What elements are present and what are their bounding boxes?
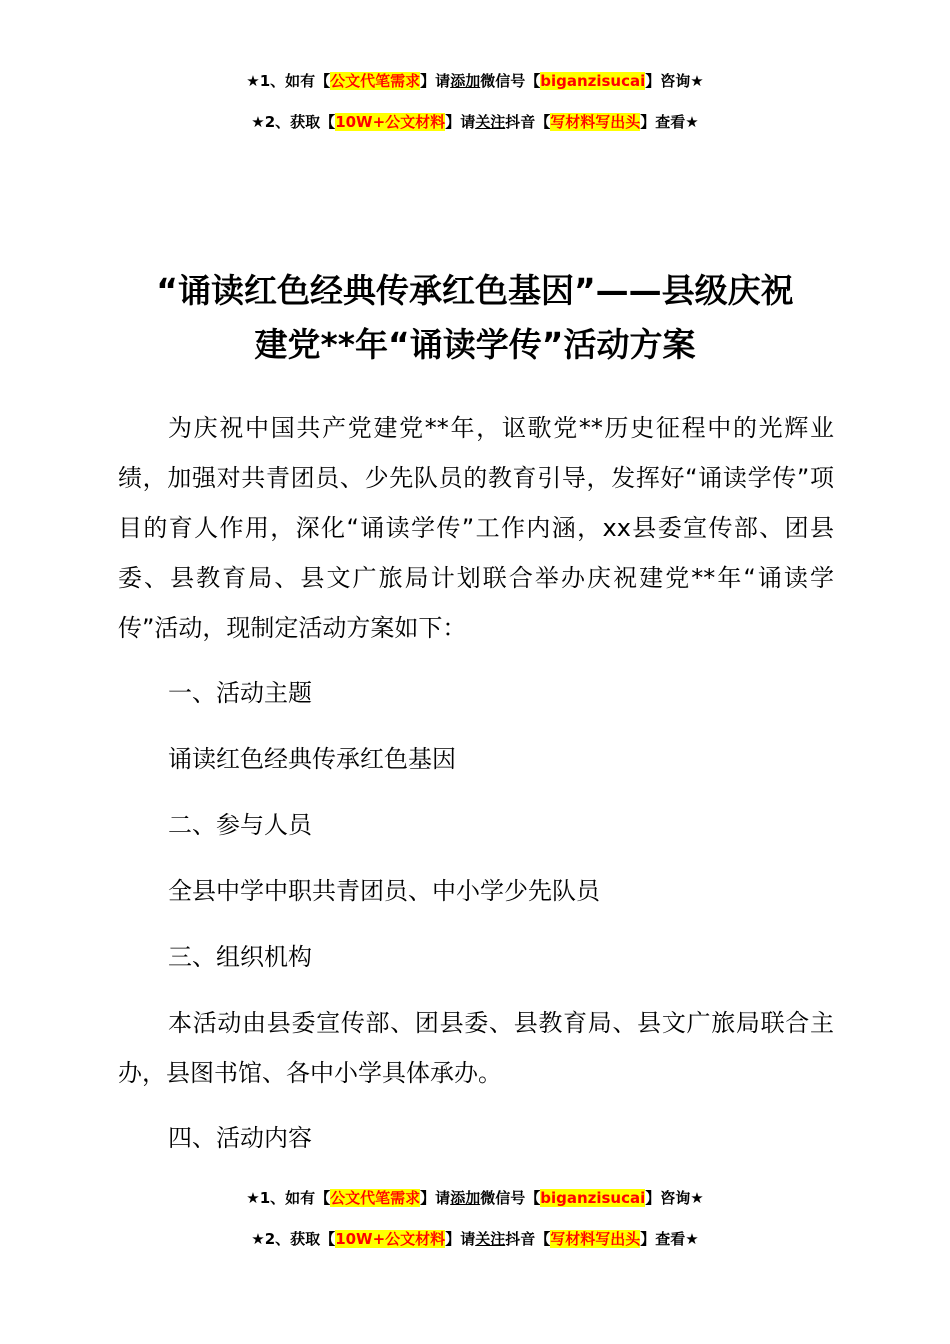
highlight-wechat-id: biganzisucai: [540, 72, 646, 90]
bottom-banner-line-2: [0, 1228, 950, 1250]
highlight-materials: 10W+公文材料: [335, 1230, 446, 1248]
top-banner-line-1: [0, 70, 950, 92]
section-4-heading: 四、活动内容: [168, 1124, 312, 1152]
title-line-2: 建党**年“诵读学传”活动方案: [254, 325, 696, 364]
title-line-1: “诵读红色经典传承红色基因”——县级庆祝: [156, 271, 794, 310]
section-2-body: 全县中学中职共青团员、中小学少先队员: [168, 877, 600, 905]
banner-text: 】查看★: [640, 113, 699, 131]
banner-text: ★1、如有【: [246, 1189, 331, 1207]
banner-text: 抖音【: [505, 113, 551, 131]
banner-text: 】请: [420, 72, 451, 90]
highlight-douyin-account: 写材料写出头: [550, 1230, 641, 1248]
banner-text: 】请: [420, 1189, 451, 1207]
underlined-action: 关注: [475, 1230, 506, 1248]
banner-text: 微信号【: [480, 1189, 541, 1207]
section-1-heading: 一、活动主题: [168, 679, 312, 707]
section-2-heading: 二、参与人员: [168, 811, 312, 839]
banner-text: 】咨询★: [645, 1189, 704, 1207]
document-title: [110, 264, 840, 372]
highlight-douyin-account: 写材料写出头: [550, 113, 641, 131]
banner-text: ★2、获取【: [251, 1230, 336, 1248]
section-3-body: 本活动由县委宣传部、团县委、县教育局、县文广旅局联合主办，县图书馆、各中小学具体承办。: [118, 1009, 834, 1087]
banner-text: ★1、如有【: [246, 72, 331, 90]
section-1-body: 诵读红色经典传承红色基因: [168, 745, 456, 773]
banner-text: ★2、获取【: [251, 113, 336, 131]
banner-text: 抖音【: [505, 1230, 551, 1248]
banner-text: 】查看★: [640, 1230, 699, 1248]
highlight-materials: 10W+公文材料: [335, 113, 446, 131]
banner-text: 】请: [445, 113, 476, 131]
highlight-service: 公文代笔需求: [330, 72, 421, 90]
underlined-action: 关注: [475, 113, 506, 131]
intro-paragraph: 为庆祝中国共产党建党**年，讴歌党**历史征程中的光辉业绩，加强对共青团员、少先队员的教育引导，发挥好“诵读学传”项目的育人作用，深化“诵读学传”工作内涵，xx县委宣传部、团县委、县教育局、县文广旅局计划联合举办庆祝建党**年“诵读学传”活动，现制定活动方案如下：: [118, 414, 834, 642]
underlined-action: 添加: [450, 72, 481, 90]
bottom-banner-line-1: [0, 1187, 950, 1209]
underlined-action: 添加: [450, 1189, 481, 1207]
banner-text: 】咨询★: [645, 72, 704, 90]
banner-text: 】请: [445, 1230, 476, 1248]
highlight-wechat-id: biganzisucai: [540, 1189, 646, 1207]
top-banner-line-2: [0, 111, 950, 133]
section-3-heading: 三、组织机构: [168, 943, 312, 971]
banner-text: 微信号【: [480, 72, 541, 90]
highlight-service: 公文代笔需求: [330, 1189, 421, 1207]
